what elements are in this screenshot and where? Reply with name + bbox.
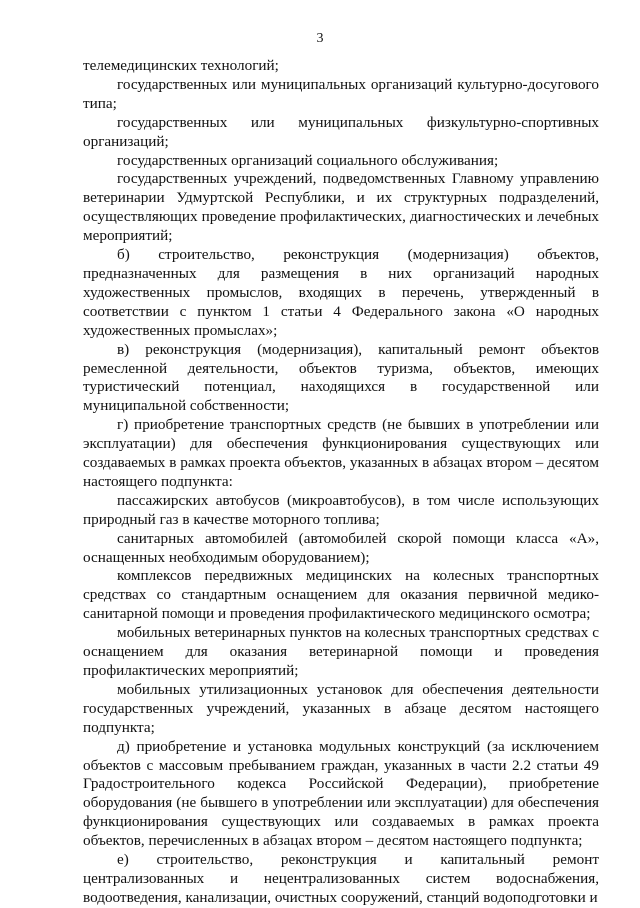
paragraph-4: государственных организаций социального обслуживания; [117,151,499,169]
paragraph-13: мобильных утилизационных установок для обеспечения деятельности государственных учреждений, указанных в абзаце десятом настоящего подпункта; [83,680,599,736]
paragraph-9: пассажирских автобусов (микроавтобусов), в том числе использующих природный газ в качестве моторного топлива; [83,491,599,528]
paragraph-3: государственных или муниципальных физкультурно-спортивных организаций; [83,113,599,150]
paragraph-8: г) приобретение транспортных средств (не бывших в употреблении или эксплуатации) для обеспечения функционирования существующих или создаваемых в рамках проекта объектов, указанных в абзацах втором – десятом настоящего подпункта: [83,416,599,490]
paragraph-14: д) приобретение и установка модульных конструкций (за исключением объектов с массовым пребыванием граждан, указанных в части 2.2 статьи 49 Градостроительного кодекса Российской Федерации), приобретение оборудования (не бывшего в употреблении или эксплуатации) для обеспечения функционирования существующих или создаваемых в рамках проекта объектов, перечисленных в абзацах втором – десятом настоящего подпункта; [83,737,599,850]
paragraph-12: мобильных ветеринарных пунктов на колесных транспортных средствах с оснащением для оказания ветеринарной помощи и проведения профилактических мероприятий; [83,624,599,679]
paragraph-11: комплексов передвижных медицинских на колесных транспортных средствах со стандартным оснащением для оказания первичной медико-санитарной помощи и проведения профилактического медицинского осмотра; [83,567,599,623]
paragraph-5: государственных учреждений, подведомственных Главному управлению ветеринарии Удмуртской Республики, и их структурных подразделений, осуществляющих проведение профилактических, диагностических и лечебных мероприятий; [83,170,599,245]
paragraph-6: б) строительство, реконструкция (модернизация) объектов, предназначенных для размещения в них организаций народных художественных промыслов, входящих в перечень, утвержденный в соответствии с пунктом 1 статьи 4 Федерального закона «О народных художественных промыслах»; [83,246,599,339]
document-body [83,57,599,908]
paragraph-15: е) строительство, реконструкция и капитальный ремонт централизованных и нецентрализованных систем водоснабжения, водоотведения, канализации, очистных сооружений, станций водоподготовки и [83,851,599,906]
paragraph-2: государственных или муниципальных организаций культурно-досугового типа; [83,75,599,112]
page-number: 3 [316,31,324,46]
paragraph-10: санитарных автомобилей (автомобилей скорой помощи класса «А», оснащенных необходимым оборудованием); [83,529,599,566]
paragraph-1: телемедицинских технологий; [83,57,279,74]
paragraph-7: в) реконструкция (модернизация), капитальный ремонт объектов ремесленной деятельности, объектов туризма, объектов, имеющих туристический потенциал, находящихся в государственной или муниципальной собственности; [83,340,599,415]
